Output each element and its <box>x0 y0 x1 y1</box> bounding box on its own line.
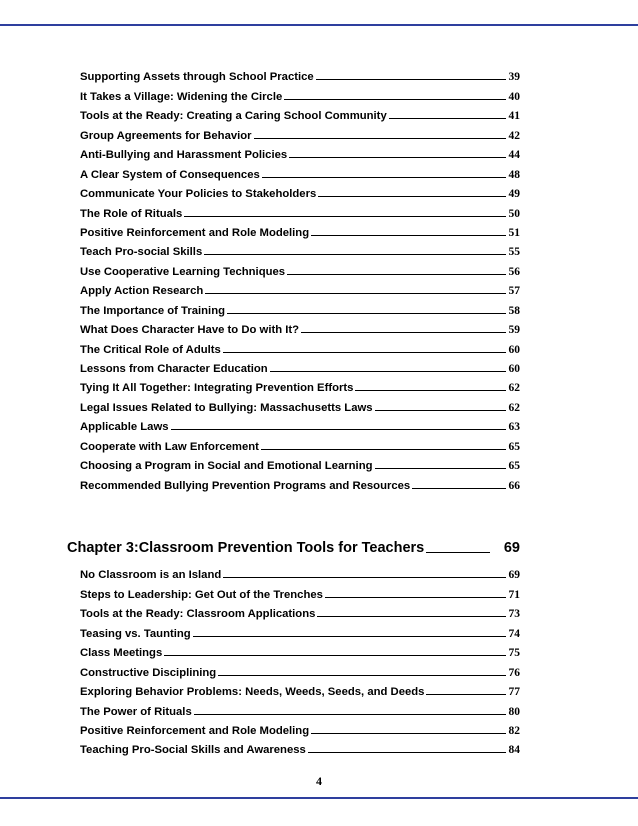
toc-entry[interactable] <box>80 394 520 413</box>
toc-entry-page-number: 44 <box>508 149 520 162</box>
toc-entry-page-number: 41 <box>508 110 520 123</box>
leader-line <box>270 371 506 372</box>
toc-entry-title: Anti-Bullying and Harassment Policies <box>80 149 288 162</box>
toc-entry[interactable] <box>80 375 520 394</box>
toc-section-2 <box>80 562 520 756</box>
toc-entry-title: The Critical Role of Adults <box>80 343 221 356</box>
toc-entry-title: Recommended Bullying Prevention Programs and Resources <box>80 479 411 492</box>
leader-line <box>301 332 506 333</box>
toc-entry[interactable] <box>80 297 520 316</box>
leader-line <box>308 752 506 753</box>
toc-entry[interactable] <box>80 336 520 355</box>
toc-entry-title: Lessons from Character Education <box>80 363 268 375</box>
toc-entry[interactable] <box>80 718 520 737</box>
toc-entry-page-number: 82 <box>508 724 520 737</box>
toc-entry[interactable] <box>80 433 520 452</box>
toc-entry-page-number: 39 <box>508 71 520 84</box>
toc-entry[interactable] <box>80 103 520 122</box>
chapter-title: Chapter 3:Classroom Prevention Tools for Teachers <box>67 540 425 556</box>
leader-line <box>311 733 506 734</box>
toc-entry[interactable] <box>80 679 520 698</box>
leader-line <box>317 616 506 617</box>
toc-entry[interactable] <box>80 659 520 678</box>
leader-line <box>375 410 506 411</box>
toc-section-1 <box>80 64 520 492</box>
toc-entry[interactable] <box>80 562 520 581</box>
toc-entry-title: The Power of Rituals <box>80 705 192 718</box>
toc-entry-page-number: 60 <box>508 343 520 356</box>
toc-entry-title: What Does Character Have to Do with It? <box>80 324 300 337</box>
toc-entry-page-number: 63 <box>508 421 520 434</box>
toc-entry-title: No Classroom is an Island <box>80 569 222 582</box>
toc-entry[interactable] <box>80 601 520 620</box>
leader-line <box>194 714 506 715</box>
toc-entry-title: Steps to Leadership: Get Out of the Trenches <box>80 588 323 601</box>
leader-line <box>316 79 506 80</box>
leader-line <box>355 390 506 391</box>
toc-entry-page-number: 40 <box>508 90 520 103</box>
leader-line <box>426 552 490 553</box>
leader-line <box>325 597 506 598</box>
toc-entry[interactable] <box>80 640 520 659</box>
toc-entry-title: Use Cooperative Learning Techniques <box>80 265 286 278</box>
toc-entry[interactable] <box>80 581 520 600</box>
toc-entry[interactable] <box>80 620 520 639</box>
toc-entry-title: Group Agreements for Behavior <box>80 129 252 142</box>
toc-entry-title: Tools at the Ready: Creating a Caring School Community <box>80 110 387 123</box>
toc-entry-page-number: 73 <box>508 608 520 621</box>
toc-entry-page-number: 58 <box>508 304 520 317</box>
toc-entry-title: It Takes a Village: Widening the Circle <box>80 90 283 103</box>
leader-line <box>262 177 506 178</box>
toc-entry[interactable] <box>80 64 520 83</box>
leader-line <box>218 675 506 676</box>
toc-entry[interactable] <box>80 453 520 472</box>
leader-line <box>204 254 506 255</box>
toc-entry[interactable] <box>80 737 520 756</box>
leader-line <box>318 196 506 197</box>
leader-line <box>289 157 506 158</box>
leader-line <box>164 655 506 656</box>
toc-entry[interactable] <box>80 142 520 161</box>
toc-entry-page-number: 77 <box>508 686 520 699</box>
toc-entry-page-number: 55 <box>508 246 520 259</box>
toc-entry[interactable] <box>80 317 520 336</box>
toc-entry-page-number: 84 <box>508 744 520 757</box>
toc-entry-title: Choosing a Program in Social and Emotional Learning <box>80 460 373 473</box>
toc-entry-page-number: 66 <box>508 479 520 492</box>
leader-line <box>426 694 506 695</box>
toc-entry-page-number: 65 <box>508 460 520 473</box>
leader-line <box>311 235 506 236</box>
leader-line <box>254 138 506 139</box>
toc-entry-title: A Clear System of Consequences <box>80 168 260 181</box>
toc-entry[interactable] <box>80 122 520 141</box>
toc-entry-page-number: 50 <box>508 207 520 220</box>
toc-entry-page-number: 48 <box>508 168 520 181</box>
toc-entry-title: Teach Pro-social Skills <box>80 246 203 259</box>
toc-entry-page-number: 65 <box>508 440 520 453</box>
toc-entry-page-number: 59 <box>508 324 520 337</box>
toc-entry-title: Apply Action Research <box>80 285 204 298</box>
toc-entry[interactable] <box>80 258 520 277</box>
leader-line <box>287 274 506 275</box>
toc-entry-title: Constructive Disciplining <box>80 666 217 679</box>
toc-entry-page-number: 74 <box>508 627 520 640</box>
toc-entry-title: Exploring Behavior Problems: Needs, Weeds, Seeds, and Deeds <box>80 686 425 699</box>
toc-entry-title: Positive Reinforcement and Role Modeling <box>80 724 310 737</box>
chapter-heading[interactable] <box>67 540 520 556</box>
chapter-page-number: 69 <box>503 540 520 556</box>
toc-entry[interactable] <box>80 356 520 375</box>
toc-entry-title: Class Meetings <box>80 647 163 660</box>
toc-entry-page-number: 80 <box>508 705 520 718</box>
toc-entry-title: Teaching Pro-Social Skills and Awareness <box>80 744 306 757</box>
toc-entry-page-number: 76 <box>508 666 520 679</box>
toc-entry-title: The Importance of Training <box>80 304 225 317</box>
toc-entry[interactable] <box>80 698 520 717</box>
toc-entry-title: Communicate Your Policies to Stakeholders <box>80 188 317 201</box>
leader-line <box>284 99 506 100</box>
page-number: 4 <box>316 774 322 788</box>
toc-entry[interactable] <box>80 181 520 200</box>
toc-entry-page-number: 62 <box>508 401 520 414</box>
leader-line <box>205 293 506 294</box>
toc-entry-page-number: 42 <box>508 129 520 142</box>
toc-entry-title: Tools at the Ready: Classroom Applications <box>80 608 316 621</box>
toc-entry-page-number: 71 <box>508 588 520 601</box>
leader-line <box>227 313 506 314</box>
toc-entry[interactable] <box>80 472 520 491</box>
toc-entry-page-number: 51 <box>508 226 520 239</box>
toc-entry-page-number: 60 <box>508 363 520 375</box>
toc-entry-title: Supporting Assets through School Practice <box>80 71 314 84</box>
leader-line <box>389 118 506 119</box>
toc-entry-page-number: 57 <box>508 285 520 298</box>
leader-line <box>193 636 506 637</box>
leader-line <box>184 216 506 217</box>
toc-entry[interactable] <box>80 200 520 219</box>
toc-entry-title: Teasing vs. Taunting <box>80 627 191 640</box>
toc-entry-page-number: 49 <box>508 188 520 201</box>
toc-entry-page-number: 56 <box>508 265 520 278</box>
toc-entry[interactable] <box>80 161 520 180</box>
bottom-rule <box>0 797 638 799</box>
leader-line <box>261 449 506 450</box>
toc-entry-page-number: 69 <box>508 569 520 582</box>
toc-entry-title: The Role of Rituals <box>80 207 183 220</box>
toc-entry-title: Positive Reinforcement and Role Modeling <box>80 226 310 239</box>
leader-line <box>223 352 506 353</box>
top-rule <box>0 24 638 26</box>
toc-entry[interactable] <box>80 220 520 239</box>
leader-line <box>223 577 506 578</box>
toc-entry-title: Cooperate with Law Enforcement <box>80 440 259 453</box>
toc-entry-title: Legal Issues Related to Bullying: Massachusetts Laws <box>80 401 373 414</box>
toc-entry-page-number: 62 <box>508 382 520 395</box>
toc-entry[interactable] <box>80 414 520 433</box>
toc-entry-page-number: 75 <box>508 647 520 660</box>
leader-line <box>412 488 506 489</box>
toc-entry[interactable] <box>80 239 520 258</box>
toc-entry[interactable] <box>80 278 520 297</box>
leader-line <box>375 468 506 469</box>
toc-entry[interactable] <box>80 83 520 102</box>
leader-line <box>171 429 506 430</box>
toc-entry-title: Tying It All Together: Integrating Prevention Efforts <box>80 382 354 395</box>
toc-entry-title: Applicable Laws <box>80 421 169 434</box>
